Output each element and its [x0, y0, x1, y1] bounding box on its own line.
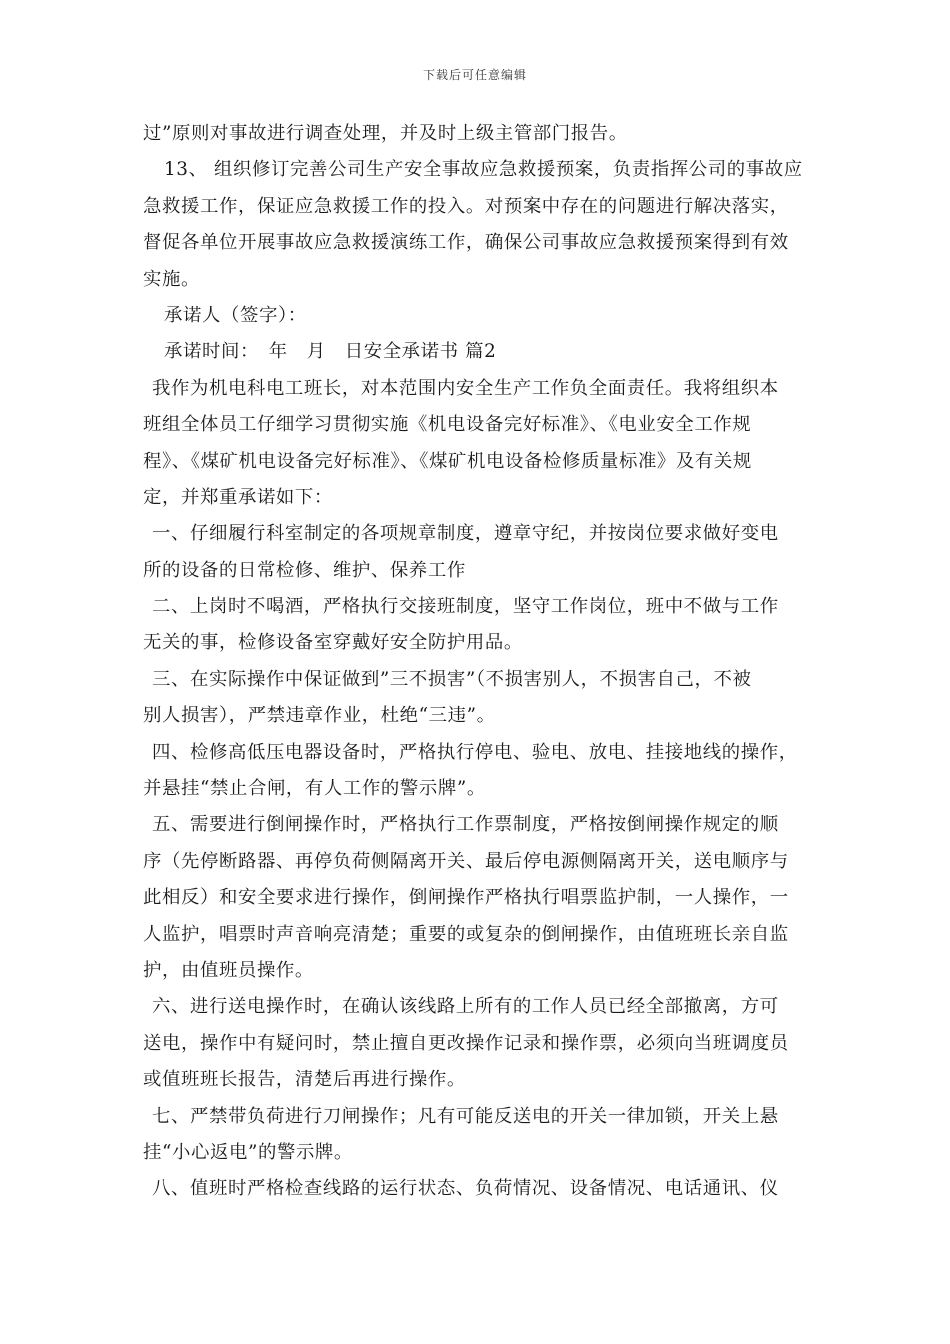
- text-line: 急救援工作，保证应急救援工作的投入。对预案中存在的问题进行解决落实，: [143, 195, 789, 217]
- text-line: 所的设备的日常检修、维护、保养工作: [143, 559, 466, 581]
- text-line: 送电，操作中有疑问时，禁止擅自更改操作记录和操作票，必须向当班调度员: [143, 1032, 789, 1054]
- text-line: 或值班班长报告，清楚后再进行操作。: [143, 1069, 466, 1091]
- text-line: 五、需要进行倒闸操作时，严格执行工作票制度，严格按倒闸操作规定的顺: [152, 814, 779, 836]
- page-header: 下载后可任意编辑: [422, 68, 527, 82]
- text-line: 人监护，唱票时声音响亮清楚；重要的或复杂的倒闸操作，由值班班长亲自监: [143, 923, 789, 945]
- text-line: 并悬挂“禁止合闸，有人工作的警示牌”。: [143, 778, 486, 800]
- text-line: 我作为机电科电工班长，对本范围内安全生产工作负全面责任。我将组织本: [152, 377, 779, 399]
- text-line: 实施。: [143, 268, 200, 290]
- text-line: 程》、《煤矿机电设备完好标准》、《煤矿机电设备检修质量标准》及有关规: [143, 450, 752, 472]
- text-line: 别人损害），严禁违章作业，杜绝“三违”。: [143, 705, 496, 727]
- text-line: 过”原则对事故进行调查处理，并及时上级主管部门报告。: [143, 123, 628, 144]
- text-line: 二、上岗时不喝酒，严格执行交接班制度，坚守工作岗位，班中不做与工作: [152, 596, 779, 618]
- document-body: [143, 116, 815, 1208]
- text-line: 督促各单位开展事故应急救援演练工作，确保公司事故应急救援预案得到有效: [143, 232, 789, 254]
- text-line: 序（先停断路器、再停负荷侧隔离开关、最后停电源侧隔离开关，送电顺序与: [143, 850, 789, 872]
- signature-line: 承诺人（签字）：: [164, 304, 307, 326]
- text-line: 七、严禁带负荷进行刀闸操作；凡有可能反送电的开关一律加锁，开关上悬: [152, 1105, 779, 1127]
- text-line: 四、检修高低压电器设备时，严格执行停电、验电、放电、挂接地线的操作，: [152, 741, 798, 763]
- date-line: 承诺时间： 年 月 日安全承诺书 篇2: [164, 341, 497, 363]
- text-line: 定，并郑重承诺如下：: [143, 486, 333, 508]
- text-line: 此相反）和安全要求进行操作，倒闸操作严格执行唱票监护制，一人操作，一: [143, 887, 789, 909]
- text-line: 挂“小心返电”的警示牌。: [143, 1141, 353, 1163]
- text-line: 护，由值班员操作。: [143, 959, 314, 981]
- text-line: 班组全体员工仔细学习贯彻实施《机电设备完好标准》、《电业安全工作规: [143, 414, 752, 436]
- text-line: 六、进行送电操作时，在确认该线路上所有的工作人员已经全部撤离，方可: [152, 996, 779, 1018]
- text-line: 一、仔细履行科室制定的各项规章制度，遵章守纪，并按岗位要求做好变电: [152, 523, 779, 545]
- text-line: 无关的事，检修设备室穿戴好安全防护用品。: [143, 632, 523, 654]
- text-line: 13、 组织修订完善公司生产安全事故应急救援预案，负责指挥公司的事故应: [164, 159, 803, 181]
- text-line: 三、在实际操作中保证做到”三不损害”（不损害别人，不损害自己，不被: [152, 668, 752, 690]
- text-line: 八、值班时严格检查线路的运行状态、负荷情况、设备情况、电话通讯、仪: [152, 1178, 779, 1200]
